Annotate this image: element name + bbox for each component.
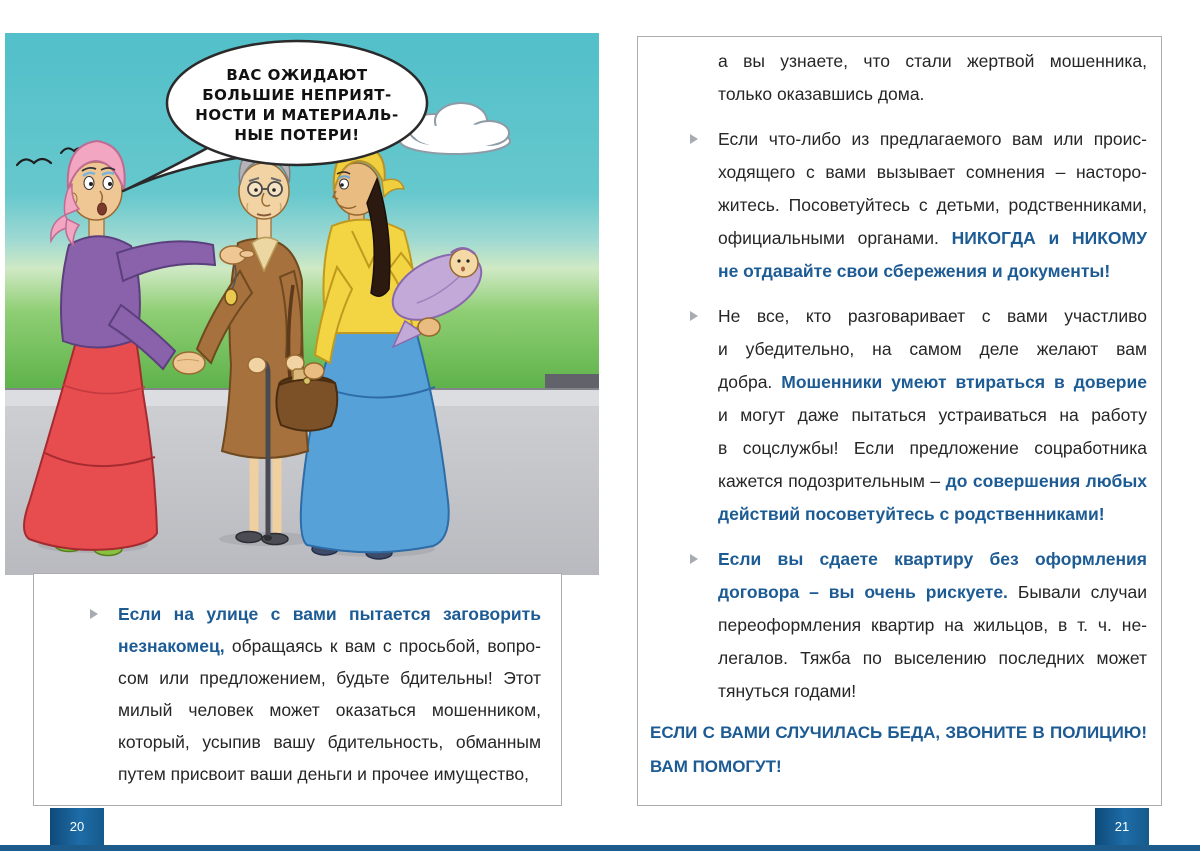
text-line xyxy=(718,366,1147,399)
page-number-right: 21 xyxy=(1095,808,1149,845)
bullet-arrow-icon xyxy=(90,609,98,619)
body-text: только оказавшись дома. xyxy=(718,84,925,104)
text-line xyxy=(718,78,1147,111)
text-line xyxy=(718,543,1147,576)
text-line xyxy=(718,300,1147,333)
text-line xyxy=(718,123,1147,156)
text-line xyxy=(718,465,1147,498)
body-text: в соцслужбы! Если предложение соцработника xyxy=(718,438,1147,458)
body-text: а вы узнаете, что стали жертвой мошенника, xyxy=(718,51,1147,71)
bullet-text xyxy=(718,300,1147,531)
speech-line: НЫЕ ПОТЕРИ! xyxy=(234,126,360,144)
page-right-textbox xyxy=(637,36,1162,806)
speech-line: БОЛЬШИЕ НЕПРИЯТ- xyxy=(202,86,392,104)
handbag xyxy=(276,369,337,431)
bullet-marker xyxy=(90,598,118,619)
text-line xyxy=(718,675,1147,708)
text-line xyxy=(718,642,1147,675)
bullet-arrow-icon xyxy=(690,311,698,321)
body-text: милый человек может оказаться мошенником, xyxy=(118,700,541,720)
body-text: кажется подозрительным – xyxy=(718,471,946,491)
text-line xyxy=(118,694,541,726)
text-line xyxy=(718,399,1147,432)
continuation-text xyxy=(718,45,1147,111)
text-line xyxy=(118,662,541,694)
bullet-item xyxy=(690,300,1147,531)
emphasis-text: ВАМ ПОМОГУТ! xyxy=(650,757,782,776)
text-line xyxy=(718,156,1147,189)
bullet-arrow-icon xyxy=(690,554,698,564)
body-text: добра. xyxy=(718,372,782,392)
handshake xyxy=(173,352,205,374)
emphasis-text: Мошенники умеют втираться в доверие xyxy=(781,372,1147,392)
bullet-text xyxy=(718,123,1147,288)
page-number-left: 20 xyxy=(50,808,104,845)
body-text: Бывали случаи xyxy=(1017,582,1147,602)
bullet-marker xyxy=(690,300,718,321)
bullet-item xyxy=(690,123,1147,288)
emphasis-text: не отдавайте свои сбережения и документы! xyxy=(718,261,1111,281)
bullet-item xyxy=(690,543,1147,708)
text-line xyxy=(650,750,1147,784)
text-line xyxy=(118,630,541,662)
bullet-text xyxy=(118,598,541,790)
body-text: который, усыпив вашу бдительность, обманным xyxy=(118,732,541,752)
body-text: тянуться годами! xyxy=(718,681,857,701)
text-line xyxy=(718,45,1147,78)
body-text: переоформления квартир на жильцов, в т. ч. не- xyxy=(718,615,1147,635)
text-line xyxy=(718,333,1147,366)
body-text: сом или предложением, будьте бдительны! Этот xyxy=(118,668,541,688)
illustration xyxy=(5,33,599,575)
emphasis-text: до совершения любых xyxy=(945,471,1147,491)
bullet-marker xyxy=(690,123,718,144)
emphasis-text: Если на улице с вами пытается заговорить xyxy=(118,604,541,624)
body-text: Не все, кто разговаривает с вами участливо xyxy=(718,306,1147,326)
body-text: легалов. Тяжба по выселению последних может xyxy=(718,648,1147,668)
text-line xyxy=(718,432,1147,465)
bullet-arrow-icon xyxy=(690,134,698,144)
body-text: путем присвоит ваши деньги и прочее имущество, xyxy=(118,764,529,784)
body-text: Если что-либо из предлагаемого вам или проис- xyxy=(718,129,1147,149)
warning-text xyxy=(650,716,1147,784)
text-line xyxy=(650,716,1147,750)
body-text: обращаясь к вам с просьбой, вопро- xyxy=(224,636,541,656)
body-text: житесь. Посоветуйтесь с детьми, родственниками, xyxy=(718,195,1147,215)
body-text: и могут даже пытаться устраиваться на работу xyxy=(718,405,1147,425)
emphasis-text: ЕСЛИ С ВАМИ СЛУЧИЛАСЬ БЕДА, ЗВОНИТЕ В ПОЛИЦИЮ! xyxy=(650,723,1147,742)
speech-line: НОСТИ И МАТЕРИАЛЬ- xyxy=(195,106,399,124)
text-line xyxy=(118,758,541,790)
bullet-marker xyxy=(690,543,718,564)
text-line xyxy=(718,498,1147,531)
text-line xyxy=(718,609,1147,642)
bullet-item xyxy=(90,598,541,790)
text-line xyxy=(718,576,1147,609)
page-left-textbox xyxy=(33,573,562,806)
body-text: ходящего с вами вызывает сомнения – насторо- xyxy=(718,162,1147,182)
bullet-text xyxy=(718,543,1147,708)
text-line xyxy=(118,726,541,758)
emphasis-text: Если вы сдаете квартиру без оформления xyxy=(718,549,1147,569)
emphasis-text: договора – вы очень рискуете. xyxy=(718,582,1018,602)
text-line xyxy=(118,598,541,630)
emphasis-text: действий посоветуйтесь с родственниками! xyxy=(718,504,1105,524)
body-text: и убедительно, на самом деле желают вам xyxy=(718,339,1147,359)
text-line xyxy=(718,222,1147,255)
emphasis-text: НИКОГДА и НИКОМУ xyxy=(951,228,1147,248)
emphasis-text: незнакомец, xyxy=(118,636,225,656)
footer-bar xyxy=(0,845,1200,851)
text-line xyxy=(718,255,1147,288)
speech-line: ВАС ОЖИДАЮТ xyxy=(226,66,368,84)
text-line xyxy=(718,189,1147,222)
body-text: официальными органами. xyxy=(718,228,952,248)
